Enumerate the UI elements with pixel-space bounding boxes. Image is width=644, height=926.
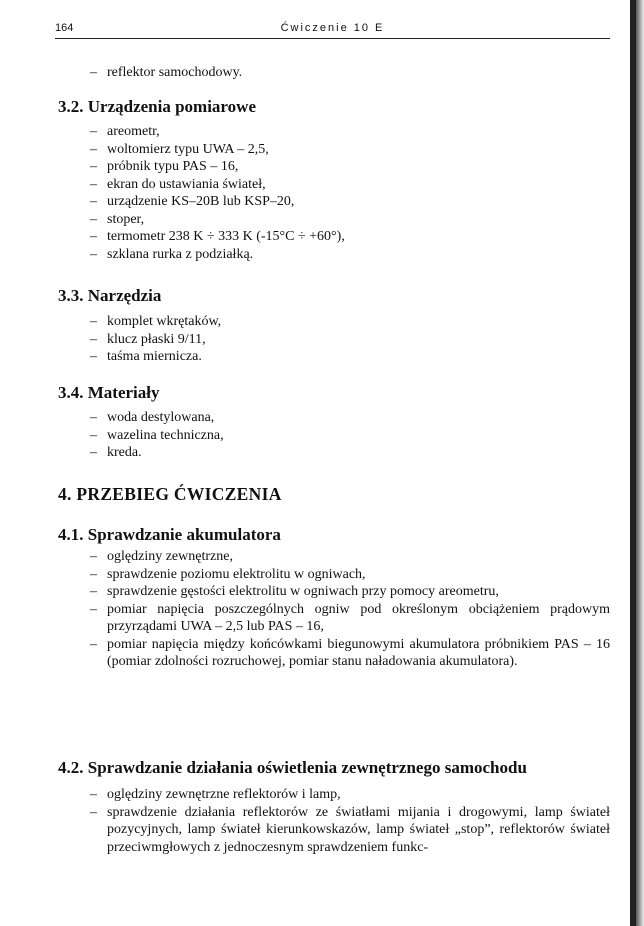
list-item: – termometr 238 K ÷ 333 K (-15°C ÷ +60°), [90,228,610,246]
section-heading: 3.3. Narzędzia [58,286,162,305]
list-item: – sprawdzenie gęstości elektrolitu w ogniwach przy pomocy areometru, [90,583,610,601]
chapter-heading: 4. PRZEBIEG ĆWICZENIA [58,484,282,504]
list-item: – stoper, [90,211,610,229]
list-item: – reflektor samochodowy. [90,64,610,82]
list-item: – pomiar napięcia między końcówkami biegunowymi akumulatora próbnikiem PAS – 16 (pomiar zdolności rozruchowej, pomiar stanu naładowania akumulatora). [90,636,610,671]
section-heading: 4.1. Sprawdzanie akumulatora [58,525,281,544]
list-item: – woda destylowana, [90,409,610,427]
section-heading: 3.4. Materiały [58,383,160,402]
page-edge-binding [630,0,636,926]
list-item: – woltomierz typu UWA – 2,5, [90,141,610,159]
s42-list [90,786,610,856]
list-item: – kreda. [90,444,610,462]
running-header [55,22,610,39]
intro-list [90,64,610,82]
page-number: 164 [55,22,74,34]
page-edge-shadow [636,0,644,926]
list-item: – komplet wkrętaków, [90,313,610,331]
list-item: – ekran do ustawiania świateł, [90,176,610,194]
list-item: – areometr, [90,123,610,141]
section-heading: 4.2. Sprawdzanie działania oświetlenia zewnętrznego samochodu [58,758,527,777]
list-item: – urządzenie KS–20B lub KSP–20, [90,193,610,211]
list-item: – szklana rurka z podziałką. [90,246,610,264]
s34-list [90,409,610,462]
list-item: – klucz płaski 9/11, [90,331,610,349]
list-item: – wazelina techniczna, [90,427,610,445]
list-item: – oględziny zewnętrzne reflektorów i lamp, [90,786,610,804]
s41-list [90,548,610,671]
s32-list [90,123,610,263]
header-title: Ćwiczenie 10 E [280,22,385,34]
list-item: – oględziny zewnętrzne, [90,548,610,566]
s33-list [90,313,610,366]
list-item: – pomiar napięcia poszczególnych ogniw pod określonym obciążeniem prądowym przyrządami UWA – 2,5 lub PAS – 16, [90,601,610,636]
list-item: – taśma miernicza. [90,348,610,366]
section-heading: 3.2. Urządzenia pomiarowe [58,97,256,116]
list-item: – próbnik typu PAS – 16, [90,158,610,176]
list-item: – sprawdzenie poziomu elektrolitu w ogniwach, [90,566,610,584]
list-item: – sprawdzenie działania reflektorów ze światłami mijania i drogowymi, lamp świateł pozycyjnych, lamp świateł kierunkowskazów, lamp świateł „stop”, reflektorów świateł przeciwmgłowych z jednoczesnym sprawdzeniem funkc- [90,804,610,857]
